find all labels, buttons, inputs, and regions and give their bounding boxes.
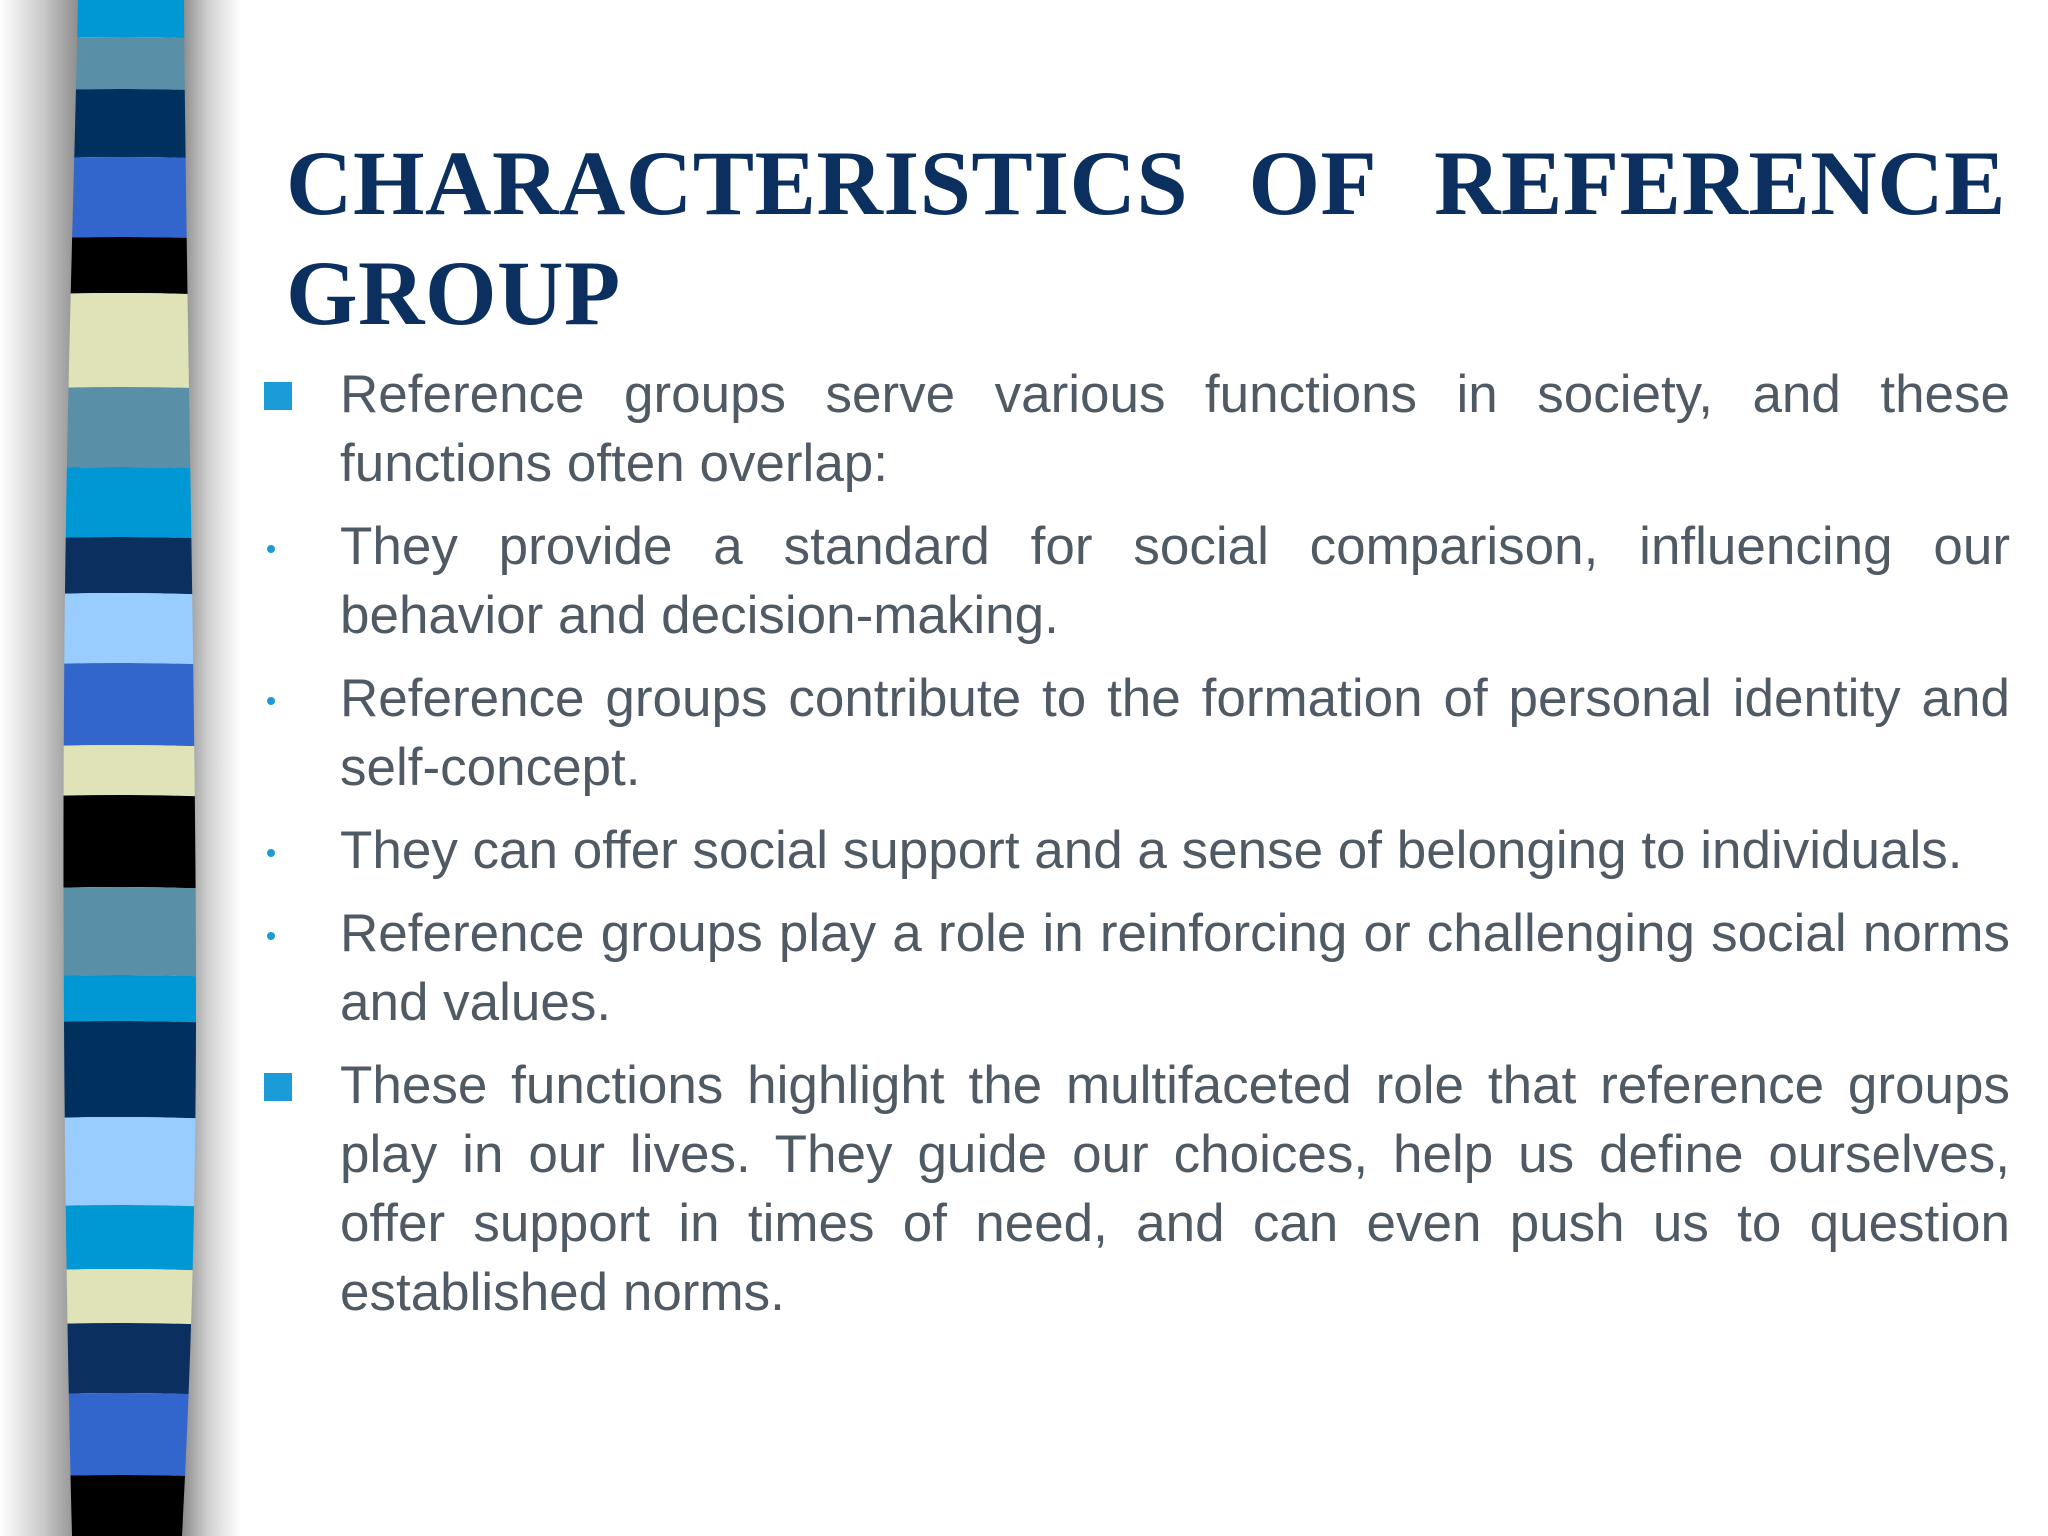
slide-title: CHARACTERISTICS OF REFERENCE GROUP: [286, 132, 2006, 344]
dot-bullet-icon: [250, 816, 310, 885]
stripe-pattern-graphic: [0, 0, 240, 1536]
bullet-text: They can offer social support and a sense of belonging to individuals.: [340, 821, 1963, 880]
bullet-item: [250, 816, 2010, 885]
decorative-stripe-bar: [0, 0, 240, 1536]
square-bullet-icon: [250, 1051, 310, 1120]
bullet-item: [250, 899, 2010, 1037]
square-bullet-icon: [250, 360, 310, 429]
dot-bullet-icon: [250, 512, 310, 581]
bullet-item: [250, 664, 2010, 802]
dot-bullet-icon: [250, 899, 310, 968]
bullet-list: [250, 360, 2010, 1341]
bullet-text: They provide a standard for social comparison, influencing our behavior and decision-making.: [340, 517, 2010, 645]
bullet-text: Reference groups serve various functions in society, and these functions often overlap:: [340, 365, 2010, 493]
bullet-text: These functions highlight the multifaceted role that reference groups play in our lives. They guide our choices, help us define ourselves, offer support in times of need, and can even push us to question established norms.: [340, 1056, 2010, 1322]
dot-bullet-icon: [250, 664, 310, 733]
bullet-text: Reference groups contribute to the formation of personal identity and self-concept.: [340, 669, 2010, 797]
bullet-item: [250, 360, 2010, 498]
bullet-item: [250, 512, 2010, 650]
bullet-item: [250, 1051, 2010, 1327]
bullet-text: Reference groups play a role in reinforcing or challenging social norms and values.: [340, 904, 2010, 1032]
